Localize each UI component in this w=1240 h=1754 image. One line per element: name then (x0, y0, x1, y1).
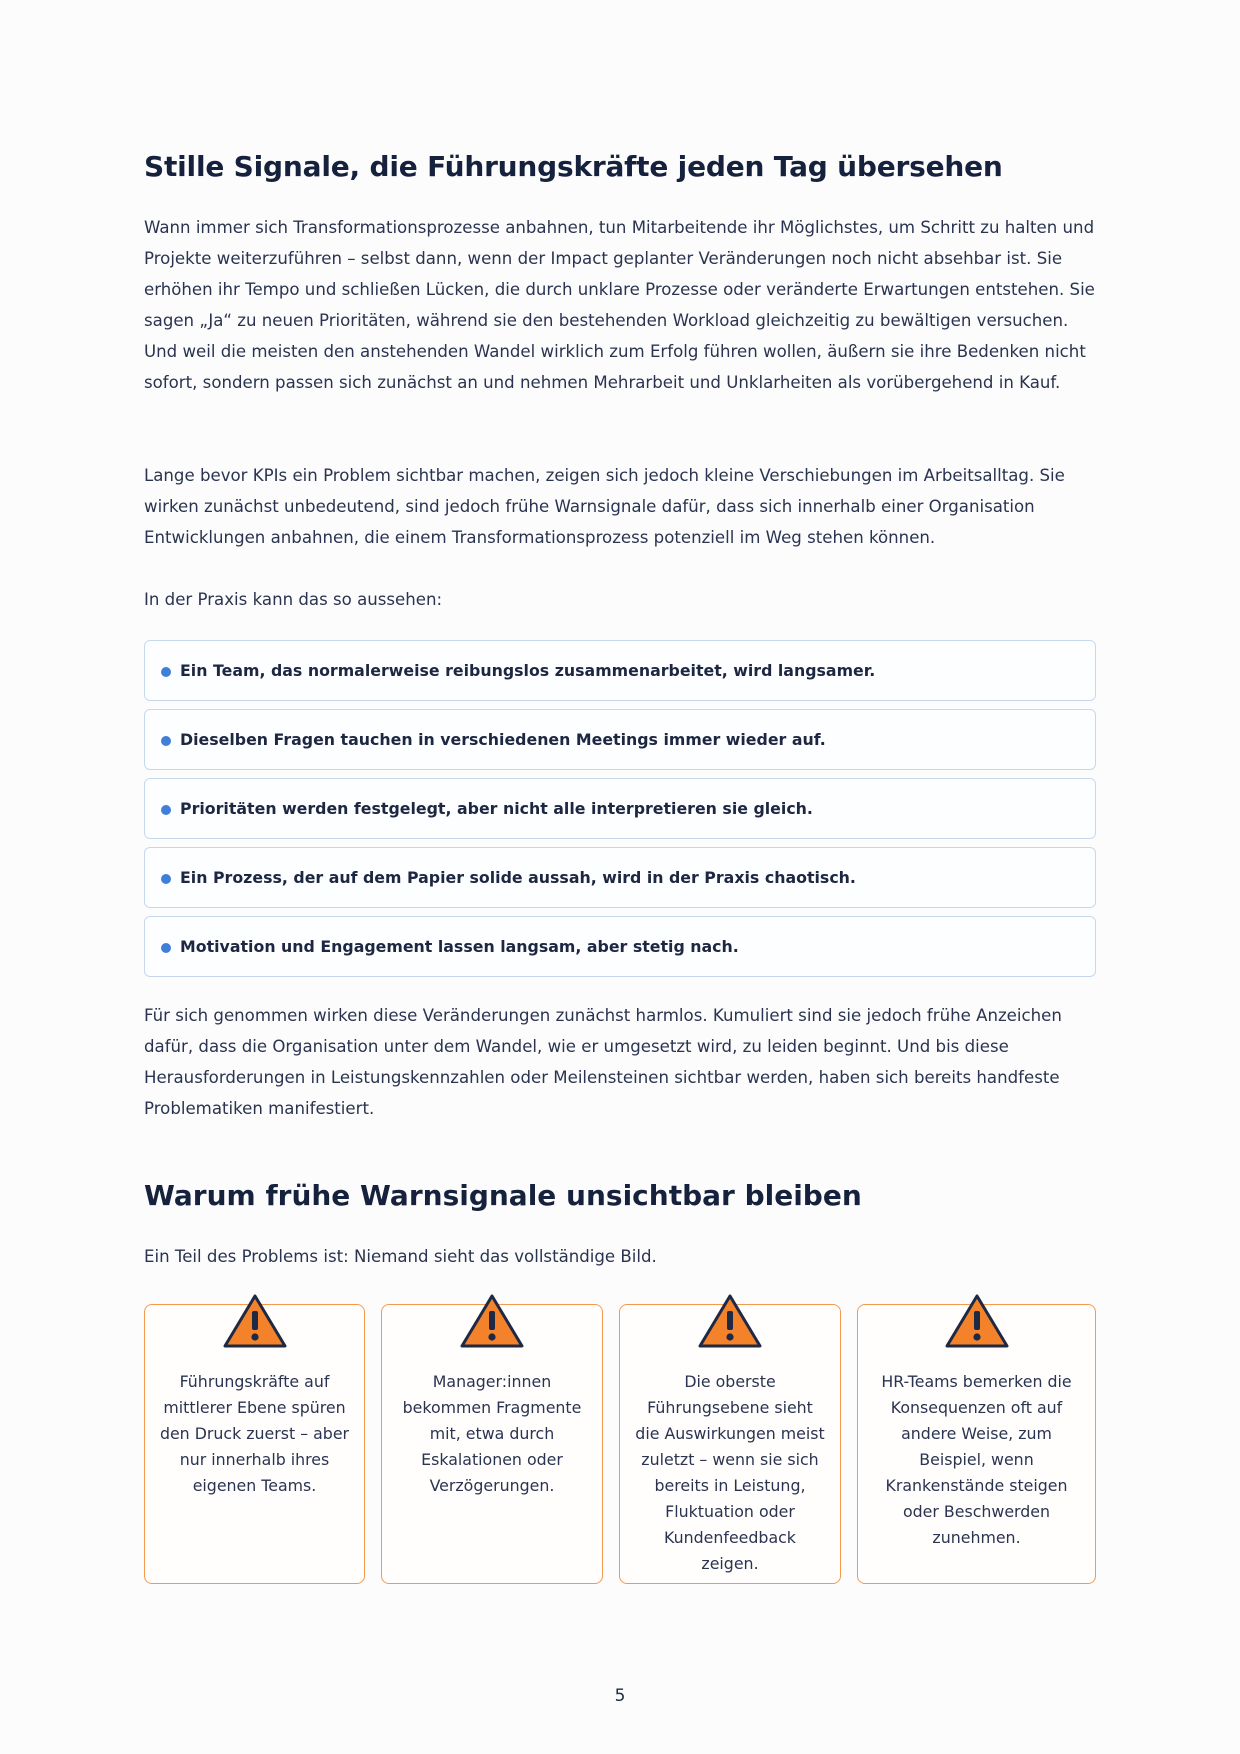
kpi-paragraph: Lange bevor KPIs ein Problem sichtbar machen, zeigen sich jedoch kleine Verschiebungen im Arbeitsalltag. Sie wirken zunächst unbedeutend, sind jedoch frühe Warnsignale dafür, dass sich innerhalb einer Organisation Entwicklungen anbahnen, die einem Transformationsprozess potenziell im Weg stehen können. (144, 466, 1065, 547)
perspective-card-hr (857, 1304, 1096, 1584)
perspective-card-top-management (619, 1304, 841, 1584)
section-heading-invisible-signals: Warum frühe Warnsignale unsichtbar bleiben (144, 1179, 862, 1212)
signal-list-item (144, 847, 1096, 908)
signal-text: Ein Team, das normalerweise reibungslos zusammenarbeitet, wird langsamer. (180, 661, 876, 680)
signal-text: Dieselben Fragen tauchen in verschiedenen Meetings immer wieder auf. (180, 730, 826, 749)
perspective-cards (144, 1296, 1096, 1586)
card-text: Manager:innen bekommen Fragmente mit, etwa durch Eskalationen oder Verzögerungen. (402, 1372, 582, 1495)
card-text: Führungskräfte auf mittlerer Ebene spüren den Druck zuerst – aber nur innerhalb ihres eigenen Teams. (159, 1372, 350, 1495)
summary-paragraph: Für sich genommen wirken diese Veränderungen zunächst harmlos. Kumuliert sind sie jedoch frühe Anzeichen dafür, dass die Organisation unter dem Wandel, wie er umgesetzt wird, zu leiden beginnt. Und bis diese Herausforderungen in Leistungskennzahlen oder Meilensteinen sichtbar werden, haben sich bereits handfeste Problematiken manifestiert. (144, 1006, 1062, 1118)
card-text: Die oberste Führungsebene sieht die Auswirkungen meist zuletzt – wenn sie sich bereits in Leistung, Fluktuation oder Kundenfeedback zeigen. (635, 1372, 825, 1573)
signal-list-item (144, 916, 1096, 977)
signal-list-item (144, 778, 1096, 839)
page-number: 5 (614, 1686, 626, 1706)
section-heading-silent-signals: Stille Signale, die Führungskräfte jeden Tag übersehen (144, 150, 1003, 183)
card-text: HR-Teams bemerken die Konsequenzen oft auf andere Weise, zum Beispiel, wenn Krankenstände steigen oder Beschwerden zunehmen. (881, 1372, 1072, 1547)
signal-text: Motivation und Engagement lassen langsam, aber stetig nach. (180, 937, 739, 956)
warning-triangle-icon (944, 1293, 1010, 1349)
warning-triangle-icon (697, 1293, 763, 1349)
signal-text: Ein Prozess, der auf dem Papier solide aussah, wird in der Praxis chaotisch. (180, 868, 856, 887)
signal-list (144, 640, 1096, 985)
perspective-card-middle-management (144, 1304, 365, 1584)
signal-list-item (144, 640, 1096, 701)
bullet-dot-icon (161, 805, 171, 815)
bullet-dot-icon (161, 943, 171, 953)
practice-lead-in: In der Praxis kann das so aussehen: (144, 590, 443, 609)
signal-text: Prioritäten werden festgelegt, aber nicht alle interpretieren sie gleich. (180, 799, 813, 818)
perspective-card-managers (381, 1304, 603, 1584)
bullet-dot-icon (161, 667, 171, 677)
bullet-dot-icon (161, 874, 171, 884)
intro-paragraph: Wann immer sich Transformationsprozesse anbahnen, tun Mitarbeitende ihr Möglichstes, um Schritt zu halten und Projekte weiterzuführen – selbst dann, wenn der Impact geplanter Veränderungen noch nicht absehbar ist. Sie erhöhen ihr Tempo und schließen Lücken, die durch unklare Prozesse oder veränderte Erwartungen entstehen. Sie sagen „Ja“ zu neuen Prioritäten, während sie den bestehenden Workload gleichzeitig zu bewältigen versuchen. Und weil die meisten den anstehenden Wandel wirklich zum Erfolg führen wollen, äußern sie ihre Bedenken nicht sofort, sondern passen sich zunächst an und nehmen Mehrarbeit und Unklarheiten als vorübergehend in Kauf. (144, 218, 1095, 392)
problem-lead-in: Ein Teil des Problems ist: Niemand sieht das vollständige Bild. (144, 1247, 657, 1266)
signal-list-item (144, 709, 1096, 770)
warning-triangle-icon (459, 1293, 525, 1349)
warning-triangle-icon (222, 1293, 288, 1349)
bullet-dot-icon (161, 736, 171, 746)
